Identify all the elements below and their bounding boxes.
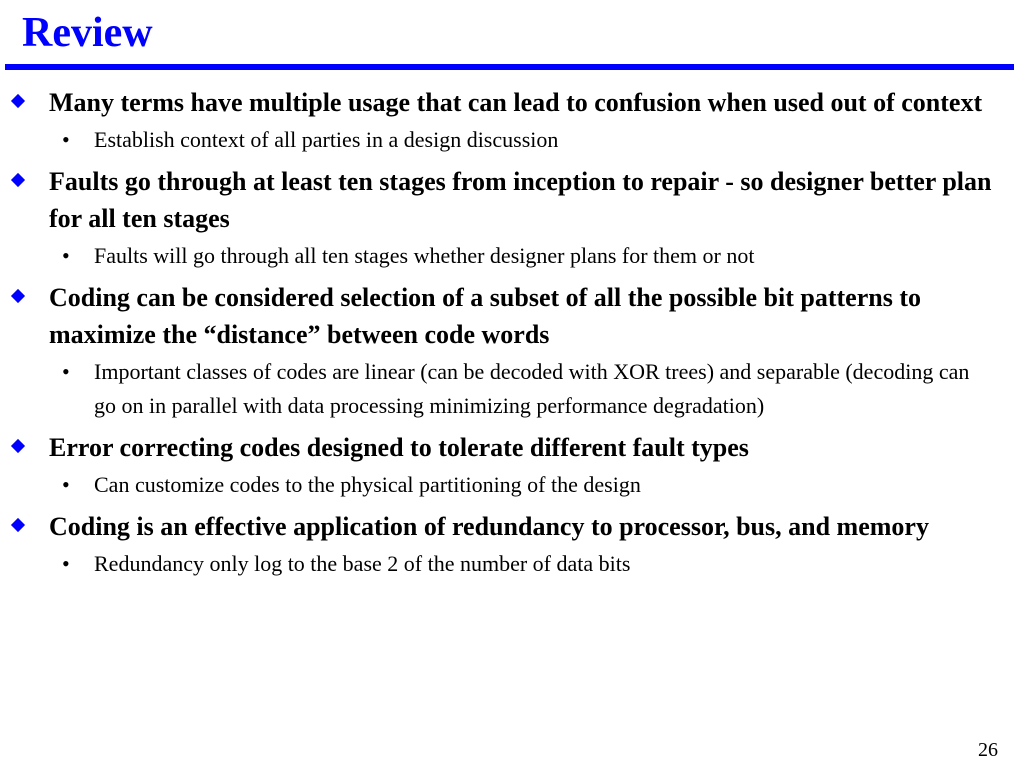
bullet-text: Faults go through at least ten stages from inception to repair - so designer better plan for all ten stages xyxy=(49,167,992,233)
bullet-text: Many terms have multiple usage that can lead to confusion when used out of context xyxy=(49,88,983,117)
sub-bullet-marker: • xyxy=(62,359,70,384)
sub-bullet-item xyxy=(0,123,1024,157)
diamond-icon xyxy=(11,94,25,108)
sub-bullet-text: Important classes of codes are linear (can be decoded with XOR trees) and separable (decoding can go on in parallel with data processing minimizing performance degradation) xyxy=(94,359,970,418)
sub-bullet-item xyxy=(0,239,1024,273)
bullet-item xyxy=(0,84,1024,121)
bullet-item xyxy=(0,508,1024,545)
sub-bullet-marker: • xyxy=(62,472,70,497)
sub-bullet-item xyxy=(0,468,1024,502)
bullet-item xyxy=(0,279,1024,353)
slide-content xyxy=(0,84,1024,587)
bullet-text: Coding can be considered selection of a subset of all the possible bit patterns to maximize the “distance” between code words xyxy=(49,283,921,349)
sub-bullet-text: Establish context of all parties in a design discussion xyxy=(94,127,559,152)
diamond-icon xyxy=(11,173,25,187)
bullet-text: Error correcting codes designed to tolerate different fault types xyxy=(49,433,749,462)
title-divider xyxy=(5,64,1014,70)
slide-title: Review xyxy=(22,10,153,56)
bullet-item xyxy=(0,163,1024,237)
bullet-item xyxy=(0,429,1024,466)
sub-bullet-item xyxy=(0,355,1024,423)
diamond-icon xyxy=(11,289,25,303)
diamond-icon xyxy=(11,518,25,532)
sub-bullet-marker: • xyxy=(62,127,70,152)
sub-bullet-text: Can customize codes to the physical partitioning of the design xyxy=(94,472,641,497)
sub-bullet-text: Redundancy only log to the base 2 of the number of data bits xyxy=(94,551,631,576)
sub-bullet-item xyxy=(0,547,1024,581)
bullet-text: Coding is an effective application of redundancy to processor, bus, and memory xyxy=(49,512,929,541)
page-number: 26 xyxy=(978,739,998,761)
sub-bullet-marker: • xyxy=(62,243,70,268)
sub-bullet-text: Faults will go through all ten stages whether designer plans for them or not xyxy=(94,243,755,268)
diamond-icon xyxy=(11,439,25,453)
sub-bullet-marker: • xyxy=(62,551,70,576)
